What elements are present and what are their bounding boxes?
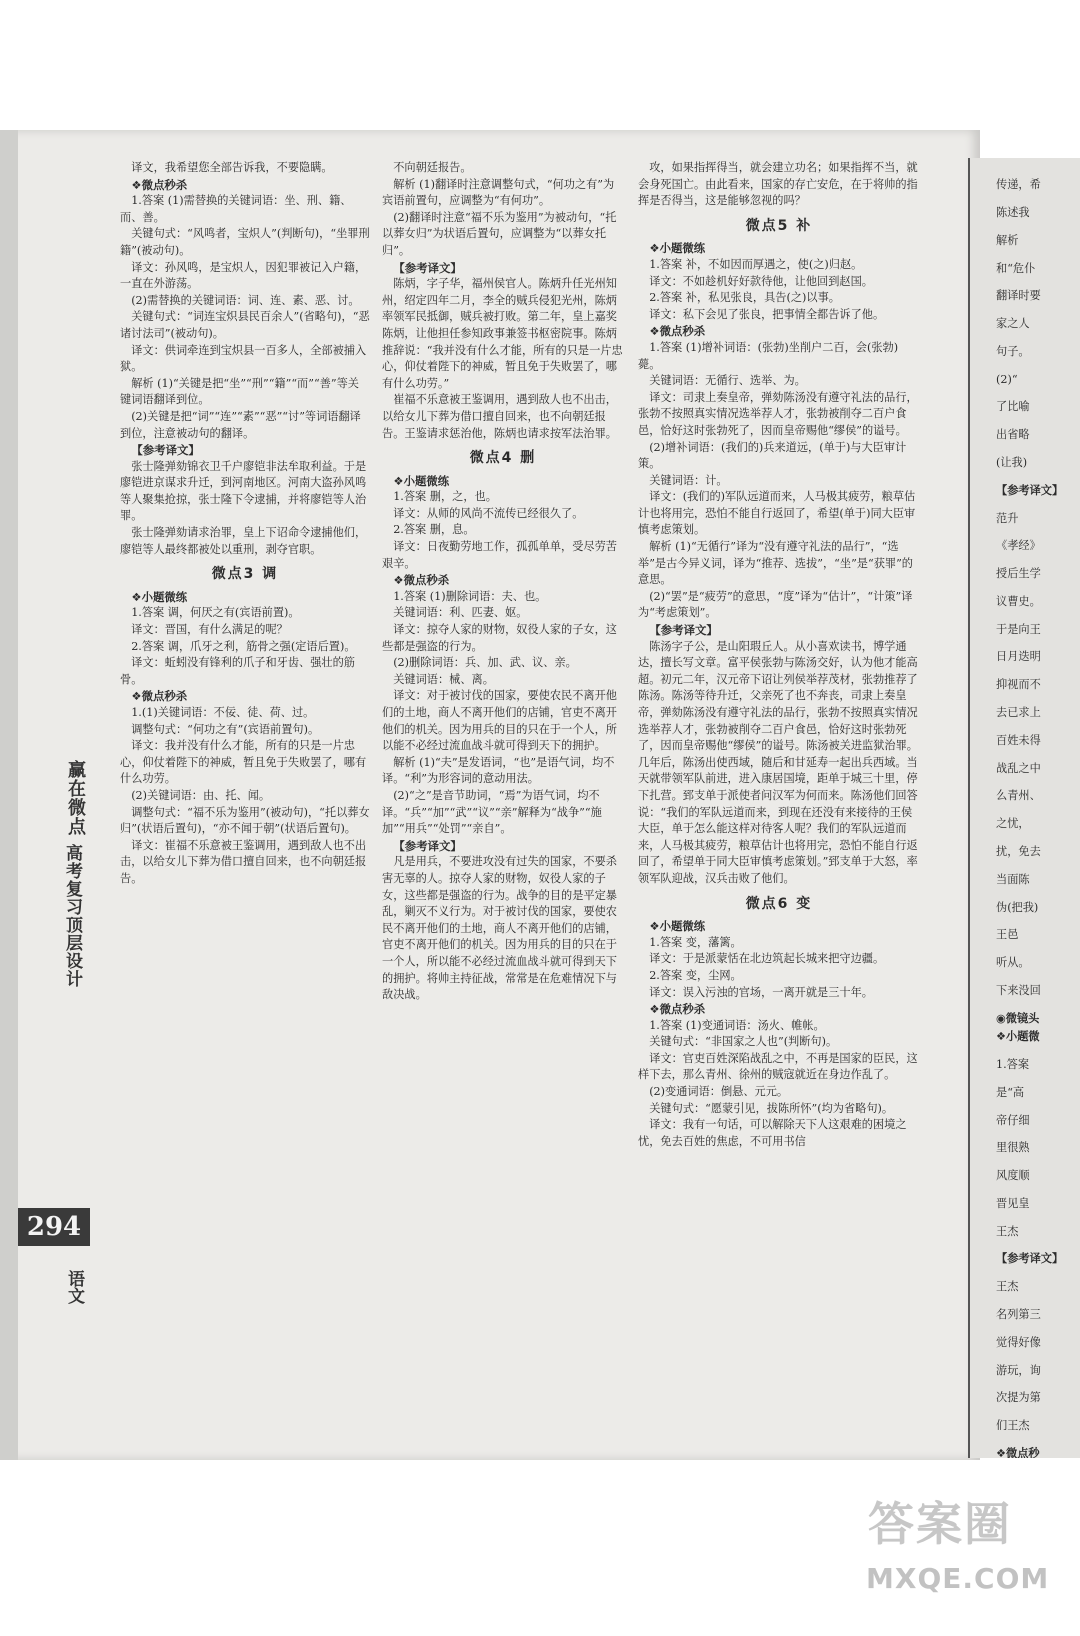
paragraph: (2)关键是把“词”“连”“素”“恶”“讨”等词语翻译到位，注意被动句的翻译。	[120, 409, 361, 440]
book-page	[0, 130, 980, 1460]
exercise-tag: ❖小题微练	[649, 241, 706, 256]
exercise-tag: ❖微点秒杀	[649, 324, 706, 339]
paragraph: 调整句式：“福不乐为鉴用”(被动句)，“托以葬女归”(状语后置句)，“亦不闻于朝”(状语后置句)。	[120, 805, 370, 836]
paragraph: 出省略	[996, 428, 1030, 442]
watermark-url: MXQE.COM	[866, 1562, 1050, 1595]
paragraph: 崔福不乐意被王鉴调用，遇到敌人也不出击，以给女儿下葬为借口擅自回来，也不向朝廷报告。王鉴请求惩治他，陈炳也请求按军法治罪。	[382, 393, 617, 440]
paragraph: 译文：(我们的)军队远道而来，人马极其疲劳，粮草估计也将用完，恐怕不能自行返回了，希望(单于)同大臣审慎考虑策划。	[638, 490, 916, 537]
paragraph: 授后生学	[996, 567, 1041, 581]
paragraph: 1.答案 补，不如因而厚遇之，使(之)归赵。	[649, 257, 863, 271]
reference-translation-label: 【参考译文】	[131, 443, 200, 458]
exercise-tag: ❖小题微练	[131, 589, 188, 604]
paragraph: 译文：不如趁机好好款待他，让他回到赵国。	[649, 274, 873, 288]
paragraph: (2)“罢”是“疲劳”的意思，“度”译为“估计”，“计策”译为“考虑策划”。	[638, 589, 913, 620]
exercise-tag: ❖微点秒杀	[131, 177, 188, 192]
text-column-1	[120, 160, 370, 888]
paragraph: 2.答案 补，私见张良，具告(之)以事。	[649, 291, 840, 305]
reference-translation-label: ◉微镜头	[996, 1011, 1040, 1025]
paragraph: 里很熟	[996, 1141, 1030, 1155]
paragraph: 陈汤字子公，是山阳瑕丘人。从小喜欢读书，博学通达，擅长写文章。富平侯张勃与陈汤交好，认为他才能高超。初元二年，汉元帝下诏让列侯举荐茂材，张勃推荐了陈汤。陈汤等待升迁，父亲死了也不奔丧，司隶上奏皇帝，弹劾陈汤没有遵守礼法的品行，张勃不按照真实情况选举荐人才，张勃被削夺二百户食邑，恰好这时张勃死了，因而皇帝赐他“缪侯”的谥号。陈汤被关进监狱治罪。几年后，陈汤出使西域，随后和甘延寿一起出兵西域。当天就带领军队前进，进入康居国境，距单于城三十里，停下扎营。郅支单于派使者问汉军为何而来。陈汤他们回答说：“我们的军队远道而来，到现在还没有来接待的王侯大臣，单于怎么能这样对待客人呢？我们的军队远道而来，人马极其疲劳，粮草估计也将用完，恐怕不能自行返回了，希望单于同大臣审慎考虑策划。”郅支单于大怒，率领军队迎战，汉兵击败了他们。	[638, 639, 918, 885]
paragraph: 帝仔细	[996, 1113, 1030, 1127]
paragraph: 1.答案 (1)增补词语：(张勃)坐削户二百，会(张勃)薨。	[638, 340, 899, 371]
paragraph: 译文：私下会见了张良，把事情全都告诉了他。	[649, 307, 885, 321]
paragraph: 译文：我并没有什么才能，所有的只是一片忠心，仰仗着陛下的神威，暂且免于失败罢了，哪有什么功劳。	[120, 739, 367, 786]
paragraph: 调整句式：“何功之有”(宾语前置句)。	[131, 722, 320, 736]
paragraph: (让我)	[996, 456, 1028, 469]
paragraph: 关键句式：“风鸣者，宝炽人”(判断句)，“坐罪刑籍”(被动句)。	[120, 227, 370, 257]
exercise-tag: ❖微点秒杀	[649, 1002, 706, 1017]
paragraph: 关键词语：计。	[649, 473, 728, 487]
paragraph: 家之人	[996, 317, 1030, 331]
book-title: 高考复习顶层设计	[62, 844, 82, 988]
paragraph: 1.答案	[996, 1058, 1030, 1071]
paragraph: (2)“之”是音节助词，“焉”为语气词，均不译。“兵”“加”“武”“议”“亲”解释为“战争”“施加”“用兵”“处罚”“亲自”。	[382, 788, 602, 836]
paragraph: 扰，免去	[996, 844, 1041, 858]
paragraph: 译文：孙风鸣，是宝炽人，因犯罪被记入户籍，一直在外游荡。	[120, 260, 367, 291]
paragraph: 当面陈	[996, 872, 1030, 886]
page-number: 294	[18, 1208, 90, 1246]
series-title: 赢在微点	[65, 760, 86, 836]
paragraph: 张士隆弹劾锦衣卫千户廖铠非法牟取利益。于是廖铠进京谋求升迁，到河南地区。河南大盗孙风鸣等人聚集抢掠，张士隆下令逮捕，并将廖铠等人治罪。	[120, 459, 367, 523]
paragraph: 战乱之中	[996, 761, 1041, 775]
paragraph: (2)翻译时注意“福不乐为鉴用”为被动句，“托以葬女归”为状语后置句，应调整为“以葬女托归”。	[382, 210, 617, 257]
reference-translation-label: 【参考译文】	[996, 483, 1064, 497]
section-heading: 微点6 变	[745, 895, 813, 912]
watermark-logo: 答案圈	[868, 1497, 1012, 1551]
paragraph: 关键词语：械、离。	[393, 672, 494, 686]
paragraph: 译文：对于被讨伐的国家，要使农民不离开他们的土地，商人不离开他们的店铺，官吏不离开他们的机关。因为用兵的目的只在于一个人，所以能不必经过流血战斗就可得到天下的拥护。	[382, 689, 617, 753]
paragraph: 下来没回	[996, 983, 1041, 997]
paragraph: 1.答案 调，何厌之有(宾语前置)。	[131, 606, 300, 620]
paragraph: 1.(1)关键词语：不佞、徒、荷、过。	[131, 706, 315, 719]
paragraph: 了比喻	[996, 400, 1030, 414]
paragraph: 张士隆弹劾请求治罪，皇上下诏命令逮捕他们，廖铠等人最终都被处以重刑，剥夺官职。	[120, 526, 367, 556]
reference-translation-label: 【参考译文】	[996, 1252, 1064, 1266]
previous-page-edge	[0, 130, 18, 1460]
paragraph: 觉得好像	[996, 1335, 1041, 1349]
text-column-2	[382, 160, 624, 1004]
paragraph: 译文：日夜勤劳地工作，孤孤单单，受尽劳苦艰辛。	[382, 540, 617, 570]
paragraph: 次提为第	[996, 1391, 1041, 1405]
exercise-tag: ❖小题微练	[649, 919, 706, 934]
paragraph: 译文：我有一句话，可以解除天下人这艰难的困境之忧，免去百姓的焦虑，不可用书信	[638, 1118, 907, 1148]
paragraph: 译文：晋国，有什么满足的呢？	[131, 623, 288, 637]
paragraph: 风度顺	[996, 1169, 1030, 1183]
exercise-tag: ❖微点秒	[996, 1446, 1040, 1458]
paragraph: 解析 (1)“无循行”译为“没有遵守礼法的品行”，“选举”是古今异义词，译为“推荐、选拔”，“坐”是“获罪”的意思。	[638, 540, 913, 587]
paragraph: 凡是用兵，不要进攻没有过失的国家，不要杀害无辜的人。掠夺人家的财物，奴役人家的子女，这些都是强盗的行为。战争的目的是平定暴乱，剿灭不义行为。对于被讨伐的国家，要使农民不离开他们的土地，商人不离开他们的店铺，官吏不离开他们的机关。因为用兵的目的只在于一个人，所以能不必经过流血战斗就可得到天下的拥护。将帅主持征战，常常是在危难情况下与敌决战。	[382, 855, 617, 1002]
paragraph: 译文：蚯蚓没有锋利的爪子和牙齿、强壮的筋骨。	[120, 656, 355, 686]
paragraph: 译文：于是派蒙恬在北边筑起长城来把守边疆。	[649, 952, 885, 966]
paragraph: 翻译时要	[996, 289, 1041, 303]
paragraph: 译文：从师的风尚不流传已经很久了。	[393, 506, 584, 520]
reference-translation-label: 【参考译文】	[393, 838, 462, 853]
paragraph: 解析 (1)“关键是把“坐”“刑”“籍”“而”“善”等关键词语翻译到位。	[120, 376, 359, 407]
exercise-tag: ❖微点秒杀	[131, 689, 188, 704]
paragraph: 晋见皇	[996, 1196, 1030, 1210]
paragraph: 于是向王	[996, 622, 1041, 636]
paragraph: 么青州、	[996, 789, 1041, 803]
paragraph: (2)关键词语：由、托、闻。	[131, 788, 271, 802]
paragraph: 1.答案 (1)变通词语：汤火、帷帐。	[649, 1018, 825, 1032]
reference-translation-label: 【参考译文】	[649, 623, 718, 638]
paragraph: 关键句式：“词连宝炽县民百余人”(省略句)，“恶诸讨法司”(被动句)。	[120, 310, 370, 340]
paragraph: 议曹史。	[996, 594, 1041, 608]
paragraph: 传递，希	[996, 178, 1041, 192]
paragraph: 之忧，	[996, 817, 1030, 831]
paragraph: 王杰	[996, 1280, 1019, 1294]
paragraph: 攻，如果指挥得当，就会建立功名；如果指挥不当，就会身死国亡。由此看来，国家的存亡安危，在于将帅的指挥是否得当，这是能够忽视的吗？	[638, 161, 918, 208]
paragraph: 听从。	[996, 956, 1030, 970]
paragraph: 抑视而不	[996, 678, 1041, 692]
paragraph: 《孝经》	[996, 539, 1041, 553]
paragraph: 王杰	[996, 1224, 1019, 1238]
paragraph: (2)删除词语：兵、加、武、议、亲。	[393, 656, 577, 670]
paragraph: 陈炳，字子华，福州侯官人。陈炳升任光州知州，绍定四年二月，李全的贼兵侵犯光州，陈炳率领军民抵御，贼兵被打败。第二年，皇上嘉奖陈炳，让他担任参知政事兼签书枢密院事。陈炳推辞说：“我并没有什么才能，所有的只是一片忠心，仰仗着陛下的神威，暂且免于失败罢了，哪有什么功劳。”	[382, 277, 623, 390]
next-page-edge	[968, 158, 1080, 1458]
paragraph: 1.答案 (1)删除词语：夫、也。	[393, 589, 547, 603]
exercise-tag: ❖微点秒杀	[393, 573, 450, 588]
paragraph: 去已求上	[996, 706, 1041, 720]
paragraph: 陈述我	[996, 205, 1030, 219]
paragraph: 伪(把我)	[996, 900, 1039, 914]
next-page-text	[970, 158, 1080, 1458]
paragraph: 百姓未得	[996, 733, 1041, 747]
paragraph: 关键句式：“非国家之人也”(判断句)。	[649, 1035, 838, 1049]
paragraph: 关键词语：无循行、选举、为。	[649, 374, 806, 388]
paragraph: 游玩，询	[996, 1363, 1041, 1377]
paragraph: 句子。	[996, 344, 1030, 358]
paragraph: 解析 (1)翻译时注意调整句式，“何功之有”为宾语前置句，应调整为“有何功”。	[382, 177, 615, 208]
paragraph: 1.答案 (1)需替换的关键词语：坐、刑、籍、而、善。	[120, 194, 352, 224]
paragraph: (2)需替换的关键词语：词、连、素、恶、讨。	[131, 293, 360, 307]
watermark	[862, 1478, 1072, 1628]
paragraph: 译文：官吏百姓深陷战乱之中，不再是国家的臣民，这样下去，那么青州、徐州的贼寇就近在身边作乱了。	[638, 1051, 918, 1082]
paragraph: 名列第三	[996, 1308, 1041, 1322]
paragraph: 解析	[996, 233, 1019, 247]
paragraph: 范升	[996, 511, 1019, 525]
paragraph: (2)“	[996, 372, 1018, 386]
paragraph: (2)变通词语：倒悬、元元。	[649, 1085, 789, 1099]
paragraph: 译文：误入污浊的官场，一离开就是三十年。	[649, 985, 873, 999]
paragraph: 译文：供词牵连到宝炽县一百多人，全部被捕入狱。	[120, 343, 367, 374]
paragraph: 译文：掠夺人家的财物，奴役人家的子女，这些都是强盗的行为。	[382, 623, 617, 653]
paragraph: 和“危仆	[996, 261, 1036, 275]
section-heading: 微点4 删	[469, 450, 537, 467]
paragraph: 1.答案 删，之，也。	[393, 490, 497, 504]
paragraph: 2.答案 删，息。	[393, 523, 475, 537]
section-heading: 微点3 调	[211, 566, 279, 583]
paragraph: 解析 (1)“夫”是发语词，“也”是语气词，均不译。“利”为形容词的意动用法。	[382, 755, 615, 786]
paragraph: 译文：司隶上奏皇帝，弹劾陈汤没有遵守礼法的品行，张勃不按照真实情况选举荐人才，张勃被削夺二百户食邑，恰好这时张勃死了，因而皇帝赐他“缪侯”的谥号。	[638, 390, 918, 437]
subject-label: 语文	[64, 1270, 84, 1304]
paragraph: 2.答案 变，尘网。	[649, 968, 742, 982]
paragraph: 是“高	[996, 1085, 1025, 1099]
exercise-tag: ❖小题微	[996, 1030, 1040, 1044]
paragraph: (2)增补词语：(我们的)兵来道远，(单于)与大臣审计策。	[638, 440, 907, 471]
paragraph: 译文：崔福不乐意被王鉴调用，遇到敌人也不出击，以给女儿下葬为借口擅自回来，也不向朝廷报告。	[120, 838, 367, 885]
paragraph: 关键词语：利、匹妻、妪。	[393, 606, 528, 620]
paragraph: 关键句式：“愿蒙引见，拔陈所怀”(均为省略句)。	[649, 1101, 894, 1115]
paragraph: 不向朝廷报告。	[393, 161, 472, 174]
exercise-tag: ❖小题微练	[393, 473, 450, 488]
text-column-3	[638, 160, 920, 1150]
paragraph: 1.答案 变，藩篱。	[649, 935, 742, 949]
paragraph: 日月迭明	[996, 650, 1041, 664]
section-heading: 微点5 补	[745, 217, 813, 234]
paragraph: 译文，我希望您全部告诉我，不要隐瞒。	[131, 161, 333, 174]
paragraph: 们王杰	[996, 1419, 1030, 1433]
reference-translation-label: 【参考译文】	[393, 260, 462, 275]
paragraph: 王邑	[996, 928, 1019, 942]
paragraph: 2.答案 调，爪牙之利，筋骨之强(定语后置)。	[131, 639, 356, 653]
